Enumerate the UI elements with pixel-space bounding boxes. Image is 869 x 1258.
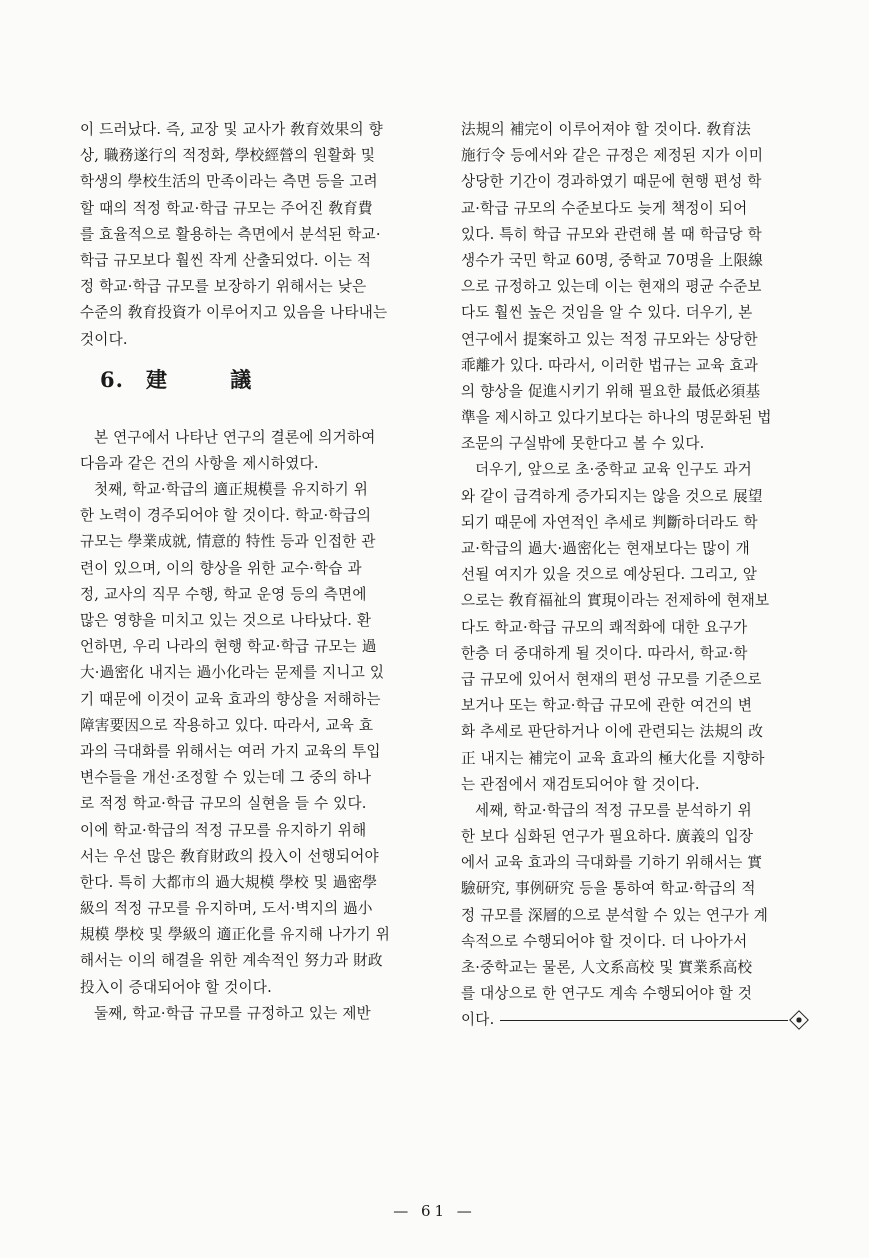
text-line: 大·過密化 내지는 過小化라는 문제를 지니고 있 (80, 664, 385, 682)
final-text: 이다. (461, 1011, 495, 1029)
text-line: 기 때문에 이것이 교육 효과의 향상을 저해하는 (80, 690, 381, 708)
text-line: 수준의 敎育投資가 이루어지고 있음을 나타내는 (80, 304, 388, 322)
text-line: 학급 규모보다 훨씬 작게 산출되었다. 이는 적 (80, 251, 372, 269)
text-line: 화 추세로 판단하거나 이에 관련되는 法規의 改 (461, 723, 764, 741)
text-line: 法規의 補完이 이루어져야 할 것이다. 敎育法 (461, 121, 751, 138)
text-line: 언하면, 우리 나라의 현행 학교·학급 규모는 過 (80, 638, 377, 656)
section-heading (80, 353, 430, 425)
text-line: 를 대상으로 한 연구도 계속 수행되어야 할 것 (461, 985, 753, 1003)
end-rule (500, 1020, 788, 1021)
text-line: 正 내지는 補完이 교육 효과의 極大化를 지향하 (461, 749, 765, 767)
text-line: 둘째, 학교·학급 규모를 규정하고 있는 제반 (94, 1004, 371, 1022)
text-line: 를 효율적으로 활용하는 측면에서 분석된 학교· (80, 225, 381, 243)
text-line: 級의 적정 규모를 유지하며, 도서·벽지의 過小 (80, 900, 373, 918)
text-line: 속적으로 수행되어야 할 것이다. 더 나아가서 (461, 932, 748, 950)
text-line: 많은 영향을 미치고 있는 것으로 나타났다. 환 (80, 612, 372, 629)
text-line: 한 보다 심화된 연구가 필요하다. 廣義의 입장 (461, 828, 754, 846)
text-line: 施行令 등에서와 같은 규정은 제정된 지가 이미 (461, 147, 764, 165)
right-column (461, 117, 811, 1034)
text-line: 교·학급 규모의 수준보다도 늦게 책정이 되어 (461, 199, 748, 217)
text-line: 되기 때문에 자연적인 추세로 判斷하더라도 학 (461, 513, 758, 531)
text-line: 으로 규정하고 있는데 이는 현재의 평균 수준보 (461, 278, 762, 296)
text-line: 驗研究, 事例研究 등을 통하여 학교·학급의 적 (461, 880, 756, 898)
text-line: 상, 職務遂行의 적정화, 學校經營의 원활화 및 (80, 147, 376, 165)
text-line: 정 학교·학급 규모를 보장하기 위해서는 낮은 (80, 278, 367, 296)
section-number: 6. (100, 366, 124, 392)
text-line: 의 향상을 促進시키기 위해 필요한 最低必須基 (461, 382, 761, 400)
text-line: 선될 여지가 있을 것으로 예상된다. 그리고, 앞 (461, 566, 758, 584)
text-line: 첫째, 학교·학급의 適正規模를 유지하기 위 (94, 481, 369, 499)
text-line: 급 규모에 있어서 현재의 편성 규모를 기준으로 (461, 670, 762, 688)
text-line: 이 드러났다. 즉, 교장 및 교사가 敎育效果의 향 (80, 121, 383, 138)
text-line: 것이다. (80, 330, 128, 348)
text-line: 련이 있으며, 이의 향상을 위한 교수·학습 과 (80, 559, 362, 577)
text-line: 할 때의 적정 학교·학급 규모는 주어진 敎育費 (80, 199, 373, 217)
text-line: 準을 제시하고 있다기보다는 하나의 명문화된 법 (461, 409, 772, 427)
text-line: 교·학급의 過大·過密化는 현재보다는 많이 개 (461, 540, 750, 557)
text-line: 있다. 특히 학급 규모와 관련해 볼 때 학급당 학 (461, 225, 762, 243)
text-line: 으로는 敎育福祉의 實現이라는 전제하에 현재보 (461, 592, 770, 610)
text-line: 서는 우선 많은 敎育財政의 投入이 선행되어야 (80, 847, 379, 865)
text-line: 이에 학교·학급의 적정 규모를 유지하기 위해 (80, 821, 367, 839)
text-line: 로 적정 학교·학급 규모의 실현을 들 수 있다. (80, 795, 367, 813)
text-line: 다음과 같은 건의 사항을 제시하였다. (80, 454, 319, 472)
text-line: 세째, 학교·학급의 적정 규모를 분석하기 위 (475, 801, 752, 819)
text-line: 규모는 學業成就, 情意的 特性 등과 인접한 관 (80, 533, 376, 551)
text-line: 投入이 증대되어야 할 것이다. (80, 978, 272, 996)
text-line: 변수들을 개선·조정할 수 있는데 그 중의 하나 (80, 769, 372, 787)
text-line: 는 관점에서 재검토되어야 할 것이다. (461, 775, 700, 793)
final-line (461, 1007, 811, 1033)
text-line: 더우기, 앞으로 초·중학교 교육 인구도 과거 (475, 461, 752, 479)
text-line: 해서는 이의 해결을 위한 계속적인 努力과 財政 (80, 952, 383, 970)
text-line: 한 노력이 경주되어야 할 것이다. 학교·학급의 (80, 507, 372, 525)
text-line: 초·중학교는 물론, 人文系高校 및 實業系高校 (461, 959, 753, 976)
text-line: 에서 교육 효과의 극대화를 기하기 위해서는 實 (461, 854, 763, 872)
text-line: 다도 훨씬 높은 것임을 알 수 있다. 더우기, 본 (461, 304, 753, 322)
text-line: 학생의 學校生活의 만족이라는 측면 등을 고려 (80, 173, 378, 191)
text-line: 다도 학교·학급 규모의 쾌적화에 대한 요구가 (461, 618, 748, 636)
end-mark-icon (790, 1010, 810, 1030)
text-line: 생수가 국민 학교 60명, 중학교 70명을 上限線 (461, 251, 764, 269)
text-line: 정 규모를 深層的으로 분석할 수 있는 연구가 계 (461, 906, 769, 924)
text-line: 정, 교사의 직무 수행, 학교 운영 등의 측면에 (80, 585, 367, 603)
text-line: 보거나 또는 학교·학급 규모에 관한 여건의 변 (461, 697, 753, 715)
text-line: 와 같이 급격하게 증가되지는 않을 것으로 展望 (461, 487, 763, 505)
text-line: 乖離가 있다. 따라서, 이러한 법규는 교육 효과 (461, 356, 759, 374)
section-title: 建 議 (145, 366, 280, 392)
text-line: 한다. 특히 大都市의 過大規模 學校 및 過密學 (80, 873, 378, 891)
text-line: 본 연구에서 나타난 연구의 결론에 의거하여 (94, 428, 376, 446)
text-line: 과의 극대화를 위해서는 여러 가지 교육의 투입 (80, 742, 381, 760)
text-line: 조문의 구실밖에 못한다고 볼 수 있다. (461, 435, 705, 453)
text-line: 障害要因으로 작용하고 있다. 따라서, 교육 효 (80, 716, 374, 734)
text-line: 연구에서 提案하고 있는 적정 규모와는 상당한 (461, 330, 758, 348)
page-number: — 61 — (393, 1202, 476, 1220)
text-line: 規模 學校 및 學級의 適正化를 유지해 나가기 위 (80, 926, 390, 944)
text-line: 한층 더 중대하게 될 것이다. 따라서, 학교·학 (461, 644, 748, 662)
text-line: 상당한 기간이 경과하였기 때문에 현행 편성 학 (461, 173, 762, 191)
left-column (80, 117, 430, 1027)
